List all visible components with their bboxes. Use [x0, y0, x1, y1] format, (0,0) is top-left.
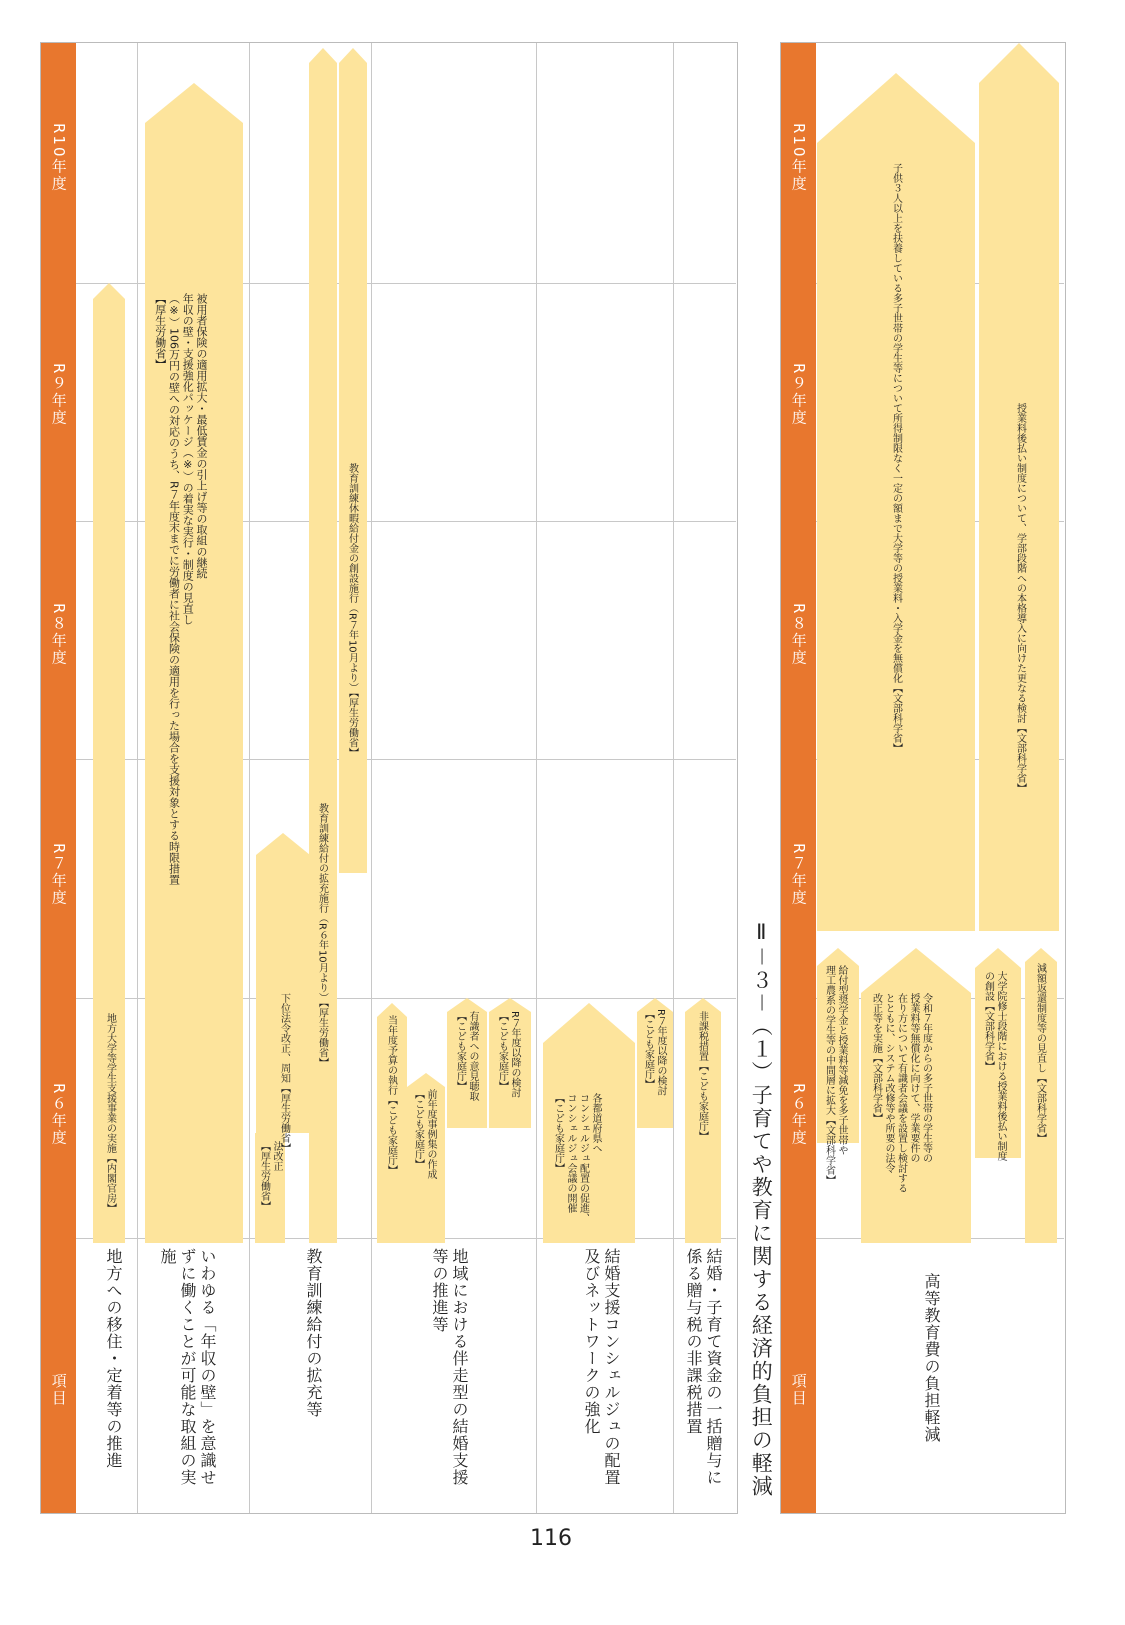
bar-label: 大学院修士段階における授業料後払い制度 の創設【文部科学省】 [982, 971, 1006, 1161]
row-item-label: 結婚・子育て資金の一括贈与に係る贈与税の非課税措置 [684, 1248, 723, 1486]
table-header [41, 43, 76, 1513]
schedule-table-1 [40, 42, 738, 1514]
header-year-r6: R６年度 [49, 1083, 68, 1147]
header-year-r9: R９年度 [789, 363, 808, 427]
header-year-r6: R６年度 [789, 1083, 808, 1147]
bar-label: 授業料後払い制度について、学部段階への本格導入に向けた更なる検討【文部科学省】 [1014, 403, 1026, 793]
row-item-label: 結婚支援コンシェルジュの配置及びネットワークの強化 [582, 1248, 621, 1486]
schedule-table-2 [780, 42, 1066, 1514]
bar-label: 前年度事例集の作成 【こども家庭庁】 [412, 1089, 436, 1179]
bar-label: 被用者保険の適用拡大・最低賃金の引上げ等の取組の継続 年収の壁・支援強化パッケージ（※）の着実な実行・制度の見直し （※）106万円の壁への対応のうち、R７年度末までに労働者に社会保険の適用を行った場合を支援対象とする時限措置 【厚生労働省】 [153, 293, 208, 885]
bar-label: R７年度以降の検討 【こども家庭庁】 [496, 1011, 520, 1098]
bar-label: 有識者への意見聴取 【こども家庭庁】 [454, 1011, 478, 1101]
header-year-r8: R８年度 [789, 603, 808, 667]
row-item-label: 高等教育費の負担軽減 [922, 1273, 941, 1443]
header-year-r7: R７年度 [789, 843, 808, 907]
bar-label: 地方大学等学生支援事業の実施【内閣官房】 [104, 1013, 116, 1213]
header-item: 項目 [789, 1373, 808, 1407]
section-title: Ⅱ－３－（１）子育てや教育に関する経済的負担の軽減 [749, 920, 774, 1498]
table-header [781, 43, 816, 1513]
bar-label: 子供３人以上を扶養している多子世帯の学生等について所得制限なく一定の額まで大学等の授業料・入学金を無償化【文部科学省】 [890, 163, 902, 753]
bar-label: 法改正 【厚生労働省】 [258, 1141, 282, 1211]
row-item-label: 地域における伴走型の結婚支援等の推進等 [430, 1248, 469, 1486]
bar-label: R７年度以降の検討 【こども家庭庁】 [642, 1009, 666, 1096]
header-item: 項目 [49, 1373, 68, 1407]
bar-label: 各都道府県へ コンシェルジュ配置の促進、 コンシェルジュ会議の開催 【こども家庭庁】 [552, 1093, 601, 1223]
row-item-label: 地方への移住・定着等の推進 [104, 1248, 123, 1469]
bar-label: 当年度予算の執行【こども家庭庁】 [385, 1015, 397, 1175]
bar-label: 教育訓練給付の拡充施行（R６年10月より）【厚生労働省】 [316, 803, 328, 1068]
row-item-label: いわゆる「年収の壁」を意識せずに働くことが可能な取組の実施 [158, 1248, 217, 1486]
bar-label: 下位法令改正、周知【厚生労働省】 [278, 993, 290, 1153]
bar-label: 給付型奨学金と授業料等減免を多子世帯や 理工農系の学生等の中間層に拡大【文部科学省】 [823, 965, 847, 1185]
header-year-r9: R９年度 [49, 363, 68, 427]
bar-label: 減額返還制度等の見直し【文部科学省】 [1034, 963, 1046, 1143]
bar-label: 教育訓練休暇給付金の創設施行（R７年10月より）【厚生労働省】 [346, 463, 358, 758]
bar-label: 令和７年度からの多子世帯の学生等の 授業料等無償化に向けて、学業要件の 在り方について有識者会議を設置し検討する とともに、システム改修等や所要の法令 改正等を実施【文部科学省】 [870, 993, 932, 1193]
header-year-r10: R10年度 [49, 123, 68, 193]
header-year-r8: R８年度 [49, 603, 68, 667]
row-item-label: 教育訓練給付の拡充等 [304, 1248, 323, 1418]
header-year-r7: R７年度 [49, 843, 68, 907]
bar-label: 非課税措置【こども家庭庁】 [696, 1011, 708, 1141]
page-number: 116 [530, 1526, 572, 1551]
header-year-r10: R10年度 [789, 123, 808, 193]
